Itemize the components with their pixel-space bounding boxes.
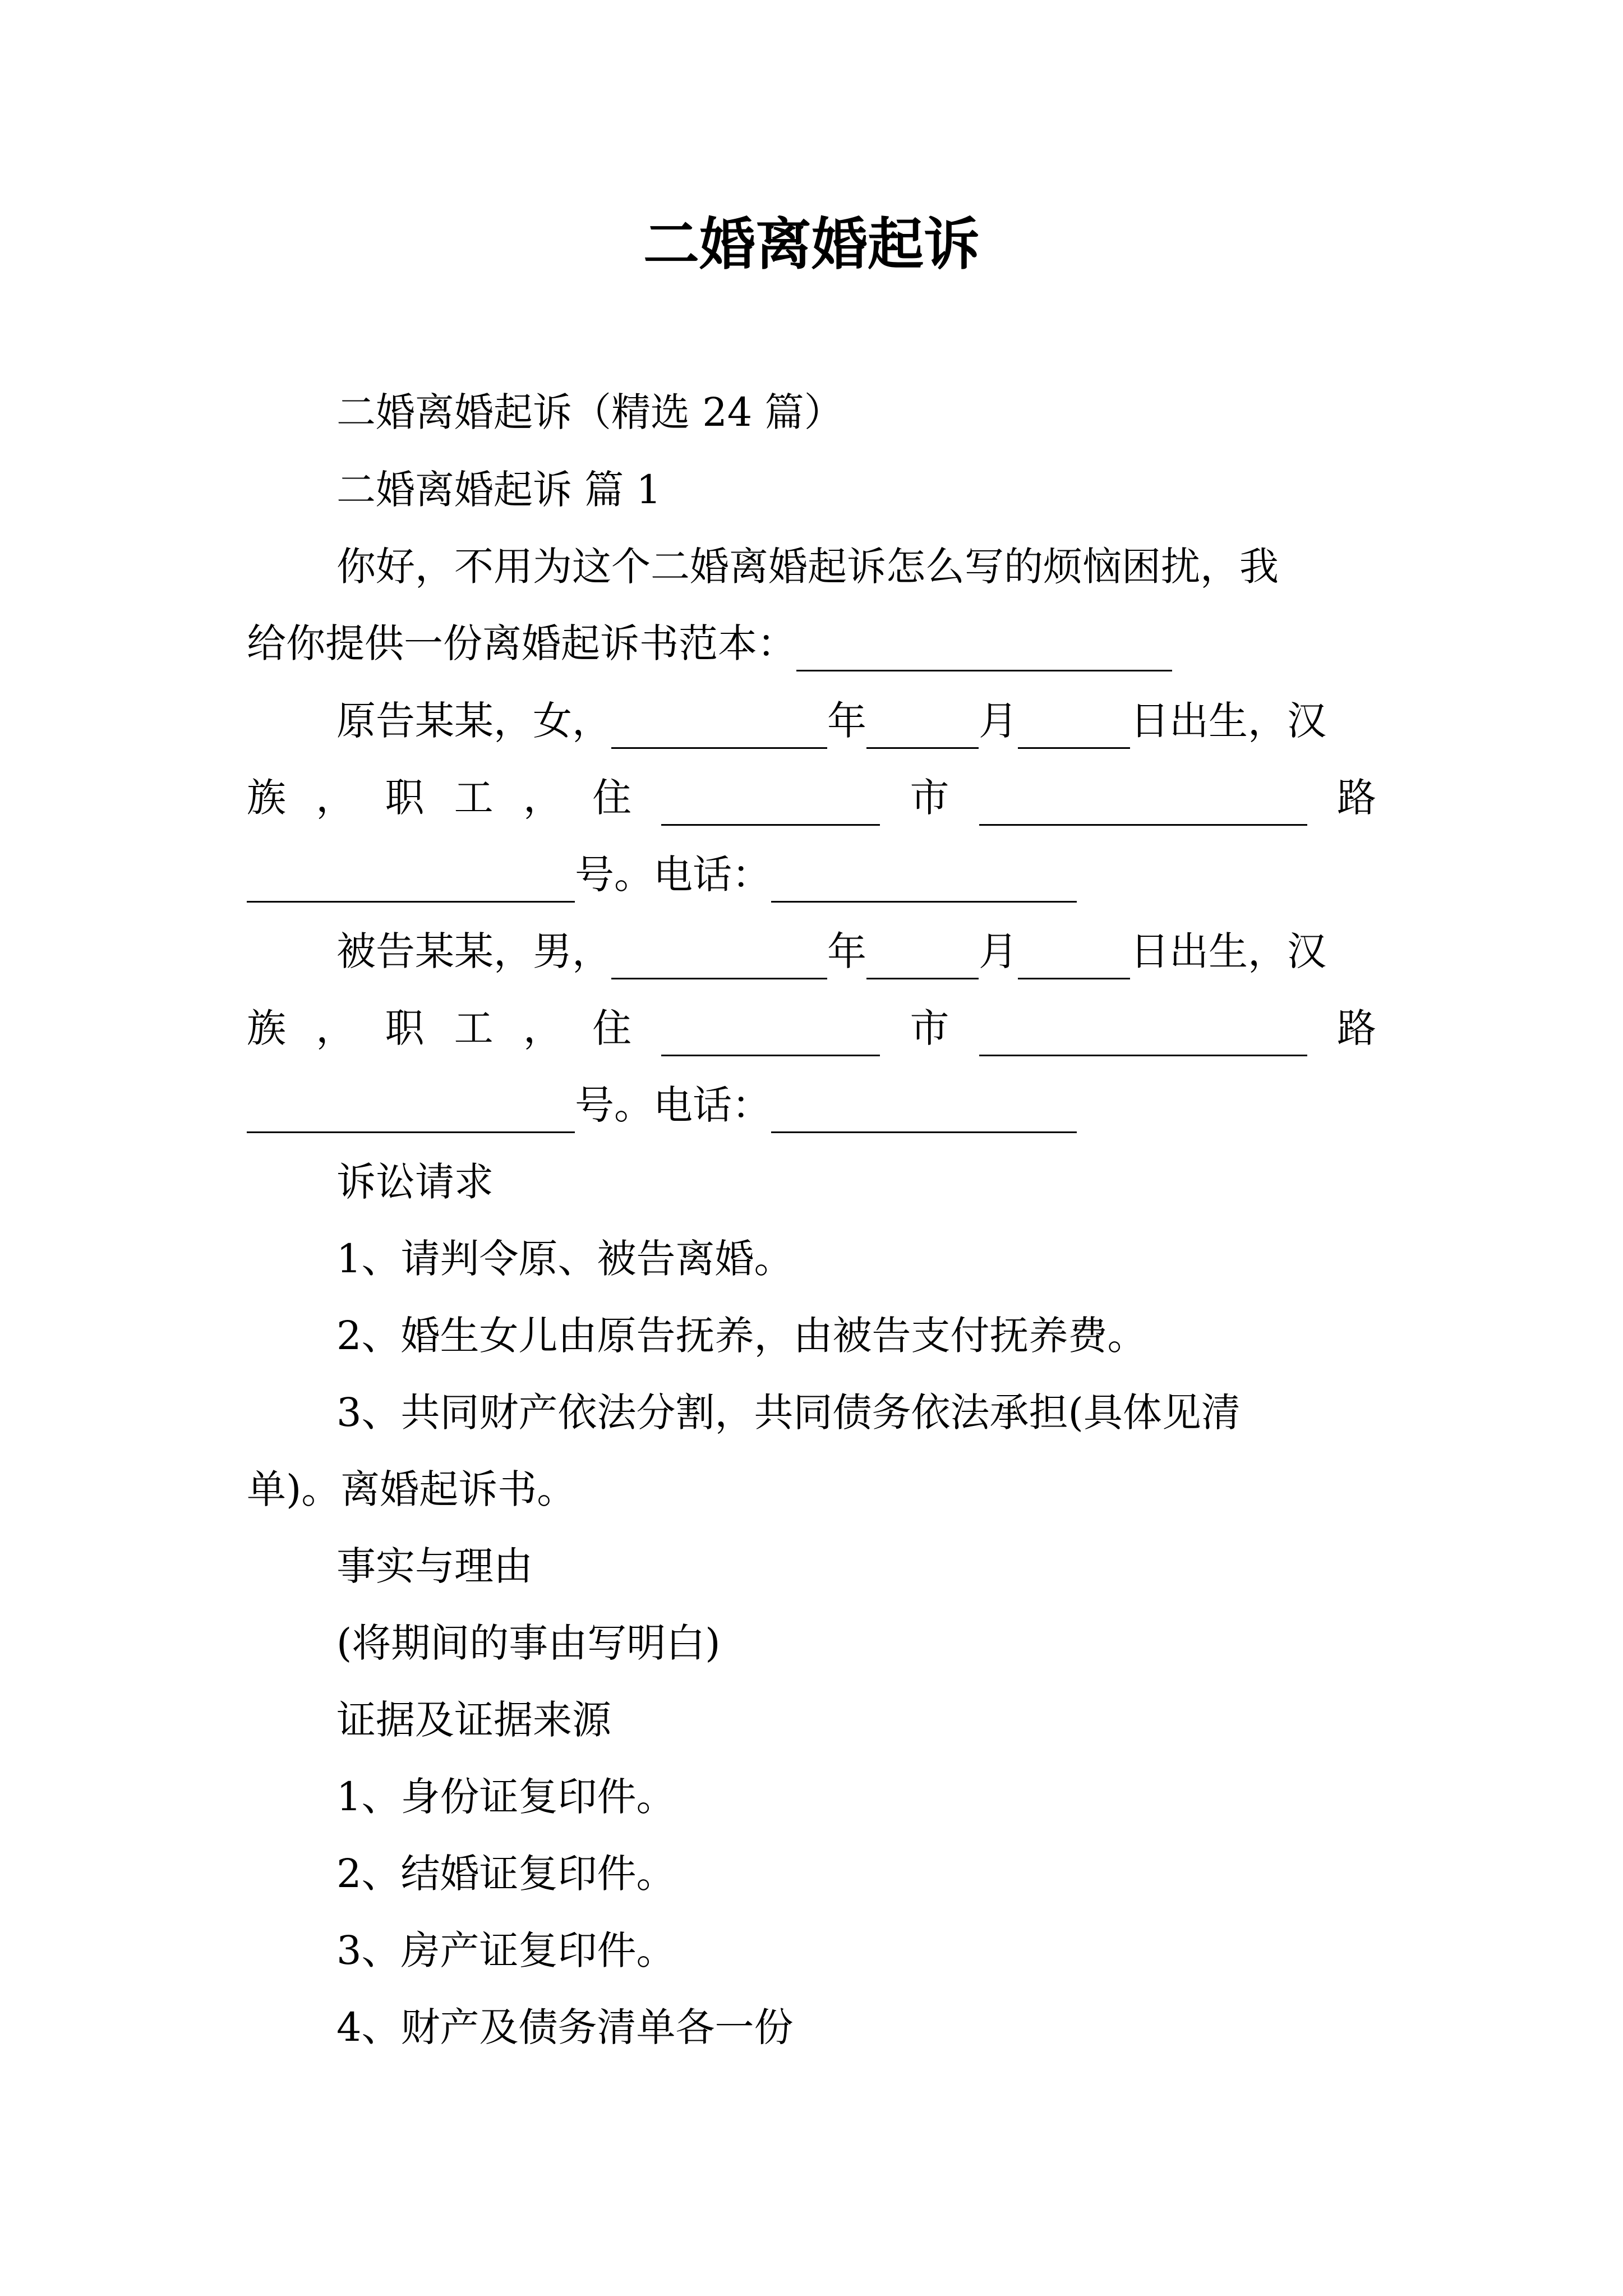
defendant-city-blank — [661, 1011, 880, 1056]
evidence-item: 1、身份证复印件。 — [336, 1774, 676, 1820]
defendant-line-3 — [247, 1077, 1376, 1133]
claim-item: 2、婚生女儿由原告抚养，由被告支付抚养费。 — [336, 1313, 1147, 1359]
plaintiff-day-label: 日出生，汉 — [1130, 698, 1326, 744]
plaintiff-prefix: 原告某某，女， — [336, 698, 611, 744]
plaintiff-month-blank — [866, 703, 979, 749]
plaintiff-year-blank — [611, 703, 827, 749]
plaintiff-job-char-2: 工 — [454, 775, 494, 821]
defendant-phone-label: 号。电话： — [575, 1082, 771, 1128]
plaintiff-city-label: 市 — [910, 775, 949, 821]
claim-continuation: 单)。离婚起诉书。 — [247, 1466, 577, 1512]
defendant-prefix: 被告某某，男， — [336, 928, 611, 974]
defendant-ethnicity-char: 族 — [247, 1005, 286, 1051]
intro-blank — [796, 626, 1172, 671]
plaintiff-road-blank — [979, 780, 1307, 826]
claim-item: 1、请判令原、被告离婚。 — [336, 1236, 794, 1282]
defendant-comma: ， — [316, 1005, 356, 1051]
defendant-comma: ， — [523, 1005, 562, 1051]
intro-text: 给你提供一份离婚起诉书范本： — [247, 620, 796, 666]
plaintiff-line-3 — [247, 846, 1376, 903]
plaintiff-phone-blank — [771, 857, 1077, 903]
plaintiff-year-label: 年 — [827, 698, 866, 744]
defendant-job-char-1: 职 — [385, 1005, 425, 1051]
intro-line-1: 你好，不用为这个二婚离婚起诉怎么写的烦恼困扰，我 — [336, 544, 1279, 590]
defendant-month-blank — [866, 934, 979, 979]
section-heading: 二婚离婚起诉 篇 1 — [336, 467, 662, 513]
evidence-item: 3、房产证复印件。 — [336, 1927, 676, 1973]
defendant-month-label: 月 — [979, 928, 1018, 974]
plaintiff-month-label: 月 — [979, 698, 1018, 744]
evidence-item: 4、财产及债务清单各一份 — [336, 2004, 794, 2050]
plaintiff-road-label: 路 — [1336, 775, 1376, 821]
defendant-day-label: 日出生，汉 — [1130, 928, 1326, 974]
document-subtitle: 二婚离婚起诉（精选 24 篇） — [336, 389, 843, 435]
plaintiff-line-2 — [247, 770, 1376, 826]
plaintiff-address-label: 住 — [592, 775, 632, 821]
defendant-city-label: 市 — [910, 1005, 949, 1051]
document-title: 二婚离婚起诉 — [643, 211, 980, 277]
facts-text: (将期间的事由写明白) — [336, 1620, 721, 1666]
evidence-item: 2、结婚证复印件。 — [336, 1851, 676, 1897]
plaintiff-phone-label: 号。电话： — [575, 852, 771, 898]
defendant-house-blank — [247, 1088, 575, 1133]
defendant-year-label: 年 — [827, 928, 866, 974]
plaintiff-day-blank — [1018, 703, 1130, 749]
defendant-day-blank — [1018, 934, 1130, 979]
defendant-job-char-2: 工 — [454, 1005, 494, 1051]
plaintiff-ethnicity-char: 族 — [247, 775, 286, 821]
plaintiff-city-blank — [661, 780, 880, 826]
defendant-address-label: 住 — [592, 1005, 632, 1051]
plaintiff-line-1 — [336, 693, 1376, 749]
defendant-line-2 — [247, 1000, 1376, 1056]
plaintiff-comma: ， — [316, 775, 356, 821]
defendant-road-label: 路 — [1336, 1005, 1376, 1051]
plaintiff-job-char-1: 职 — [385, 775, 425, 821]
defendant-year-blank — [611, 934, 827, 979]
intro-line-2 — [247, 615, 1376, 671]
defendant-line-1 — [336, 923, 1376, 979]
evidence-heading: 证据及证据来源 — [336, 1697, 611, 1743]
claims-heading: 诉讼请求 — [336, 1159, 494, 1205]
plaintiff-comma: ， — [523, 775, 562, 821]
defendant-phone-blank — [771, 1088, 1077, 1133]
defendant-road-blank — [979, 1011, 1307, 1056]
facts-heading: 事实与理由 — [336, 1543, 533, 1589]
plaintiff-house-blank — [247, 857, 575, 903]
claim-item: 3、共同财产依法分割，共同债务依法承担(具体见清 — [336, 1389, 1241, 1435]
